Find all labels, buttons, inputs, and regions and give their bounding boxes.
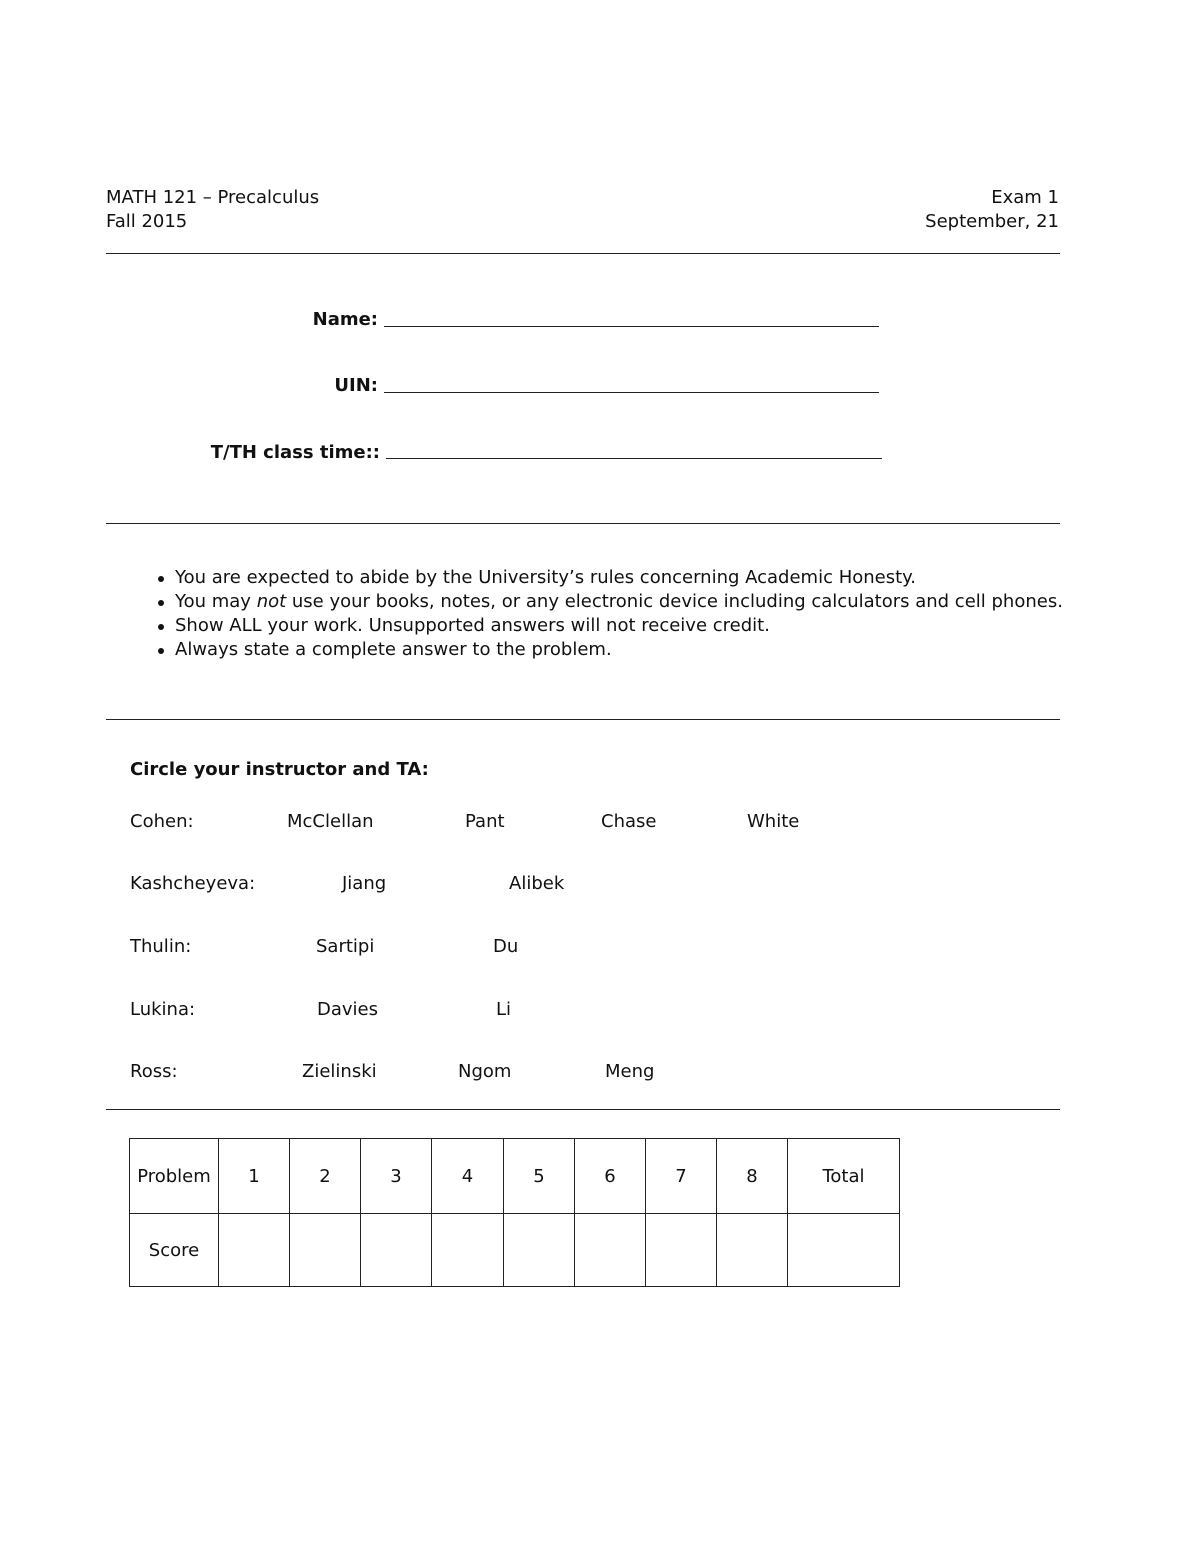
ta-name[interactable]: Meng: [605, 1061, 655, 1082]
score-cell[interactable]: [432, 1214, 504, 1287]
ta-name[interactable]: Alibek: [509, 873, 565, 894]
ta-name[interactable]: Jiang: [342, 873, 387, 894]
problem-number: 6: [575, 1139, 646, 1214]
score-cell[interactable]: [290, 1214, 361, 1287]
rule-item: Show ALL your work. Unsupported answers will not receive credit.: [156, 614, 1063, 638]
ta-name[interactable]: Ngom: [458, 1061, 512, 1082]
problem-number: 5: [504, 1139, 575, 1214]
instructor-kashcheyeva[interactable]: Kashcheyeva:: [130, 873, 256, 894]
exam-title: Exam 1: [991, 187, 1059, 208]
problem-number: 4: [432, 1139, 504, 1214]
score-cell[interactable]: [504, 1214, 575, 1287]
divider: [106, 1109, 1060, 1110]
score-table: [129, 1138, 900, 1287]
problem-number: 3: [361, 1139, 432, 1214]
problem-number: 8: [717, 1139, 788, 1214]
exam-date: September, 21: [925, 211, 1059, 232]
name-field[interactable]: [384, 326, 879, 327]
rules-list: [156, 566, 1063, 662]
instructor-cohen[interactable]: Cohen:: [130, 811, 194, 832]
uin-label: UIN:: [334, 375, 378, 396]
ta-name[interactable]: Chase: [601, 811, 657, 832]
rule-emphasis: not: [256, 591, 287, 612]
score-cell[interactable]: [646, 1214, 717, 1287]
ta-name[interactable]: Du: [493, 936, 519, 957]
course-title: MATH 121 – Precalculus: [106, 187, 320, 208]
instructor-heading: Circle your instructor and TA:: [130, 759, 429, 780]
problem-number: 1: [219, 1139, 290, 1214]
problem-number: 2: [290, 1139, 361, 1214]
rule-text: use your books, notes, or any electronic device including calculators and cell phones.: [286, 591, 1063, 612]
class-time-label: T/TH class time::: [210, 442, 380, 463]
problem-header: Problem: [130, 1139, 219, 1214]
ta-name[interactable]: Zielinski: [302, 1061, 377, 1082]
rule-item: [156, 590, 1063, 614]
divider: [106, 719, 1060, 720]
score-header: Score: [130, 1214, 219, 1287]
name-label: Name:: [312, 309, 378, 330]
term: Fall 2015: [106, 211, 188, 232]
ta-name[interactable]: McClellan: [287, 811, 374, 832]
class-time-field[interactable]: [386, 458, 882, 459]
uin-field[interactable]: [384, 392, 879, 393]
ta-name[interactable]: Davies: [317, 999, 378, 1020]
instructor-lukina[interactable]: Lukina:: [130, 999, 196, 1020]
ta-name[interactable]: Pant: [465, 811, 505, 832]
score-cell[interactable]: [717, 1214, 788, 1287]
ta-name[interactable]: Sartipi: [316, 936, 375, 957]
rule-item: Always state a complete answer to the problem.: [156, 638, 1063, 662]
score-cell[interactable]: [361, 1214, 432, 1287]
ta-name[interactable]: Li: [496, 999, 512, 1020]
instructor-ross[interactable]: Ross:: [130, 1061, 178, 1082]
total-score-cell[interactable]: [788, 1214, 900, 1287]
ta-name[interactable]: White: [747, 811, 800, 832]
score-cell[interactable]: [219, 1214, 290, 1287]
divider: [106, 523, 1060, 524]
table-row: [130, 1139, 900, 1214]
problem-number: 7: [646, 1139, 717, 1214]
score-cell[interactable]: [575, 1214, 646, 1287]
rule-text: You may: [175, 591, 257, 612]
divider: [106, 253, 1060, 254]
instructor-thulin[interactable]: Thulin:: [130, 936, 192, 957]
rule-item: You are expected to abide by the University’s rules concerning Academic Honesty.: [156, 566, 1063, 590]
table-row: [130, 1214, 900, 1287]
total-header: Total: [788, 1139, 900, 1214]
